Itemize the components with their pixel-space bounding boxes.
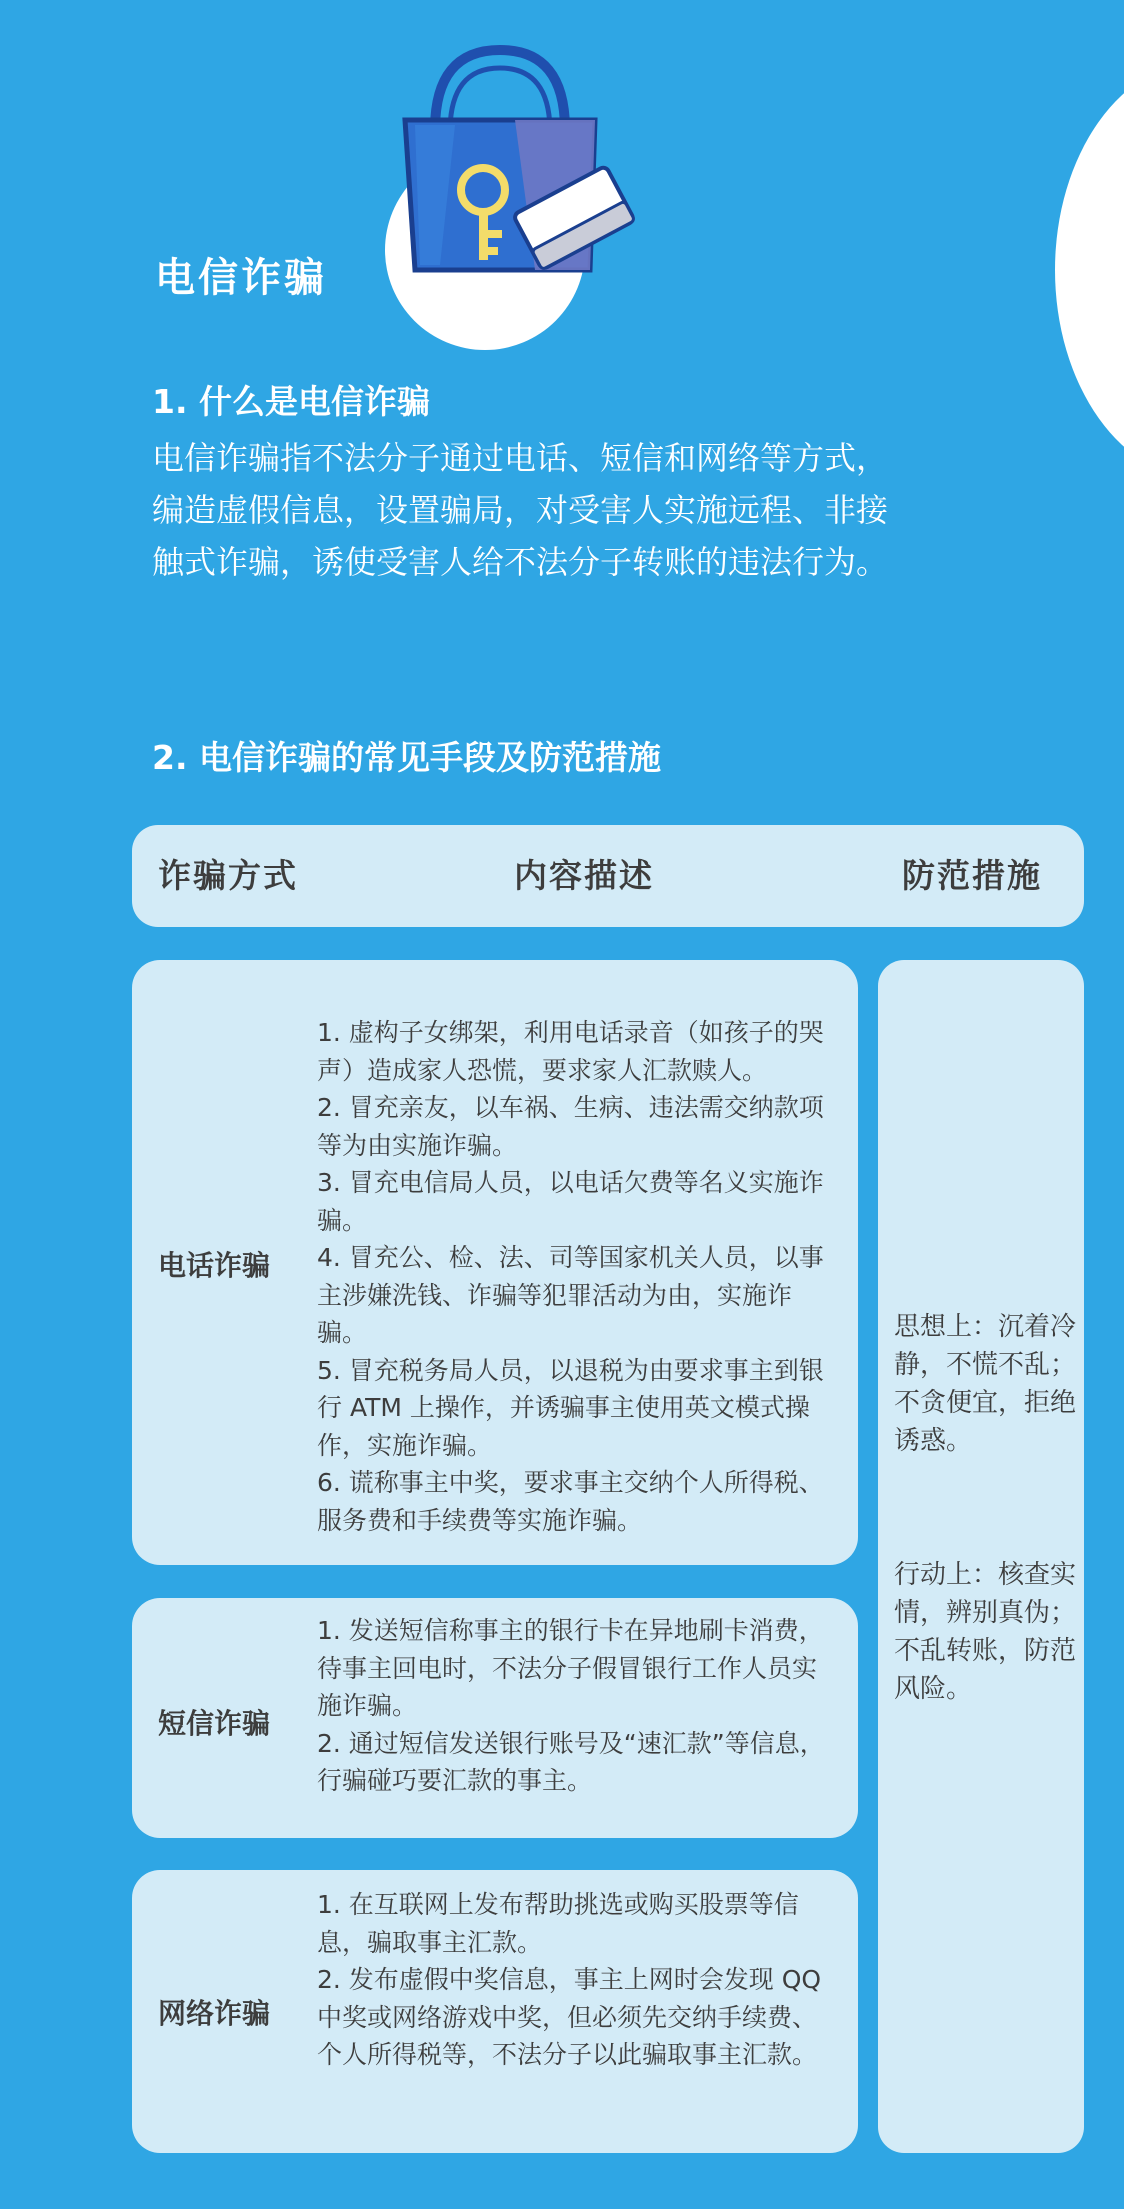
section-definition-text: 电信诈骗指不法分子通过电话、短信和网络等方式，编造虚假信息，设置骗局，对受害人实施远程、非接触式诈骗，诱使受害人给不法分子转账的违法行为。 — [152, 439, 889, 581]
measure-action: 行动上：核查实情，辨别真伪；不乱转账，防范风险。 — [894, 1560, 1077, 1704]
table-row-phone-fraud — [132, 960, 858, 1565]
section-heading-what-is: 1. 什么是电信诈骗 — [152, 382, 430, 421]
row-label-internet-fraud: 网络诈骗 — [158, 1997, 271, 2030]
table-header-measures: 防范措施 — [902, 856, 1042, 895]
table-row-internet-fraud — [132, 1870, 858, 2153]
description-item: 4. 冒充公、检、法、司等国家机关人员，以事主涉嫌洗钱、诈骗等犯罪活动为由，实施诈骗。 — [317, 1243, 824, 1347]
description-item: 3. 冒充电信局人员，以电话欠费等名义实施诈骗。 — [317, 1168, 824, 1235]
description-item: 1. 虚构子女绑架，利用电话录音（如孩子的哭声）造成家人恐慌，要求家人汇款赎人。 — [317, 1018, 824, 1085]
section-heading-methods: 2. 电信诈骗的常见手段及防范措施 — [152, 738, 661, 777]
row-label-phone-fraud: 电话诈骗 — [158, 1249, 271, 1282]
description-item: 1. 发送短信称事主的银行卡在异地刷卡消费，待事主回电时，不法分子假冒银行工作人员实施诈骗。 — [317, 1616, 824, 1720]
row-description-sms-fraud — [317, 1612, 837, 1800]
table-header-method: 诈骗方式 — [158, 856, 298, 895]
lock-bag-icon — [395, 40, 635, 330]
description-item: 6. 谎称事主中奖，要求事主交纳个人所得税、服务费和手续费等实施诈骗。 — [317, 1468, 824, 1535]
measure-thinking: 思想上：沉着冷静，不慌不乱；不贪便宜，拒绝诱惑。 — [894, 1312, 1077, 1456]
description-item: 5. 冒充税务局人员，以退税为由要求事主到银行 ATM 上操作，并诱骗事主使用英文模式操作，实施诈骗。 — [317, 1355, 824, 1460]
row-description-internet-fraud — [317, 1886, 837, 2074]
decorative-edge-shape — [1055, 60, 1124, 480]
description-item: 2. 发布虚假中奖信息，事主上网时会发现 QQ 中奖或网络游戏中奖，但必须先交纳手续费、个人所得税等，不法分子以此骗取事主汇款。 — [317, 1965, 822, 2069]
description-item: 1. 在互联网上发布帮助挑选或购买股票等信息，骗取事主汇款。 — [317, 1890, 799, 1957]
description-item: 2. 通过短信发送银行账号及“速汇款”等信息，行骗碰巧要汇款的事主。 — [317, 1728, 825, 1795]
row-label-sms-fraud: 短信诈骗 — [158, 1707, 271, 1740]
page-title: 电信诈骗 — [155, 255, 327, 301]
table-row-sms-fraud — [132, 1598, 858, 1838]
table-header-description: 内容描述 — [514, 856, 654, 895]
prevention-measures-column — [878, 960, 1084, 2153]
row-description-phone-fraud — [317, 1014, 837, 1539]
table-header — [132, 825, 1084, 927]
description-item: 2. 冒充亲友，以车祸、生病、违法需交纳款项等为由实施诈骗。 — [317, 1093, 824, 1160]
